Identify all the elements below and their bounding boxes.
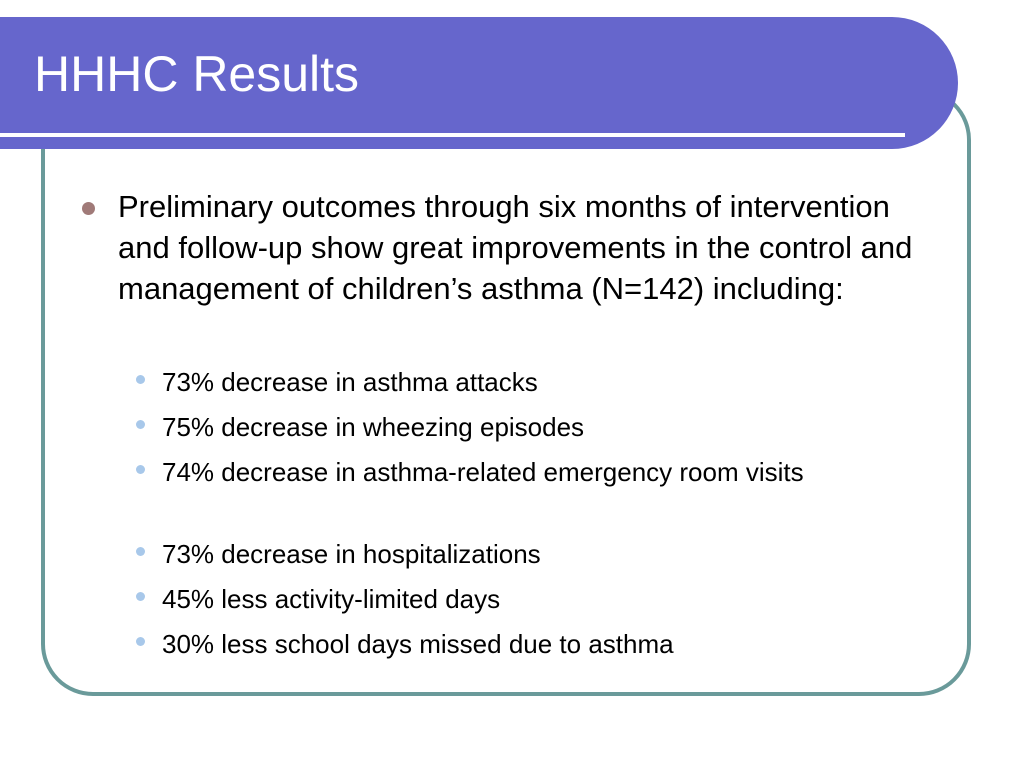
sub-bullet-text: 73% decrease in asthma attacks (162, 367, 538, 397)
sub-bullet-item (162, 581, 952, 617)
slide-title: HHHC Results (34, 46, 360, 102)
sub-bullet-item (162, 454, 952, 490)
sub-bullet-text: 75% decrease in wheezing episodes (162, 412, 585, 442)
sub-bullet-dot-icon (136, 465, 145, 474)
sub-bullet-dot-icon (136, 375, 145, 384)
sub-bullet-item (162, 536, 952, 572)
sub-bullet-item (162, 626, 952, 662)
main-bullet-item (118, 186, 948, 309)
sub-bullet-item (162, 364, 952, 400)
title-underline (0, 133, 905, 137)
bullet-dot-icon (82, 202, 95, 215)
sub-bullet-text: 74% decrease in asthma-related emergency room visits (162, 457, 804, 487)
sub-bullet-dot-icon (136, 420, 145, 429)
sub-bullet-dot-icon (136, 592, 145, 601)
main-bullet-text: Preliminary outcomes through six months of intervention and follow-up show great improvements in the control and management of children’s asthma (N=142) including: (118, 189, 913, 306)
sub-bullet-dot-icon (136, 547, 145, 556)
sub-bullet-text: 45% less activity-limited days (162, 584, 501, 614)
sub-bullet-text: 30% less school days missed due to asthma (162, 629, 674, 659)
sub-bullet-item (162, 409, 952, 445)
sub-bullet-text: 73% decrease in hospitalizations (162, 539, 541, 569)
sub-bullet-dot-icon (136, 637, 145, 646)
